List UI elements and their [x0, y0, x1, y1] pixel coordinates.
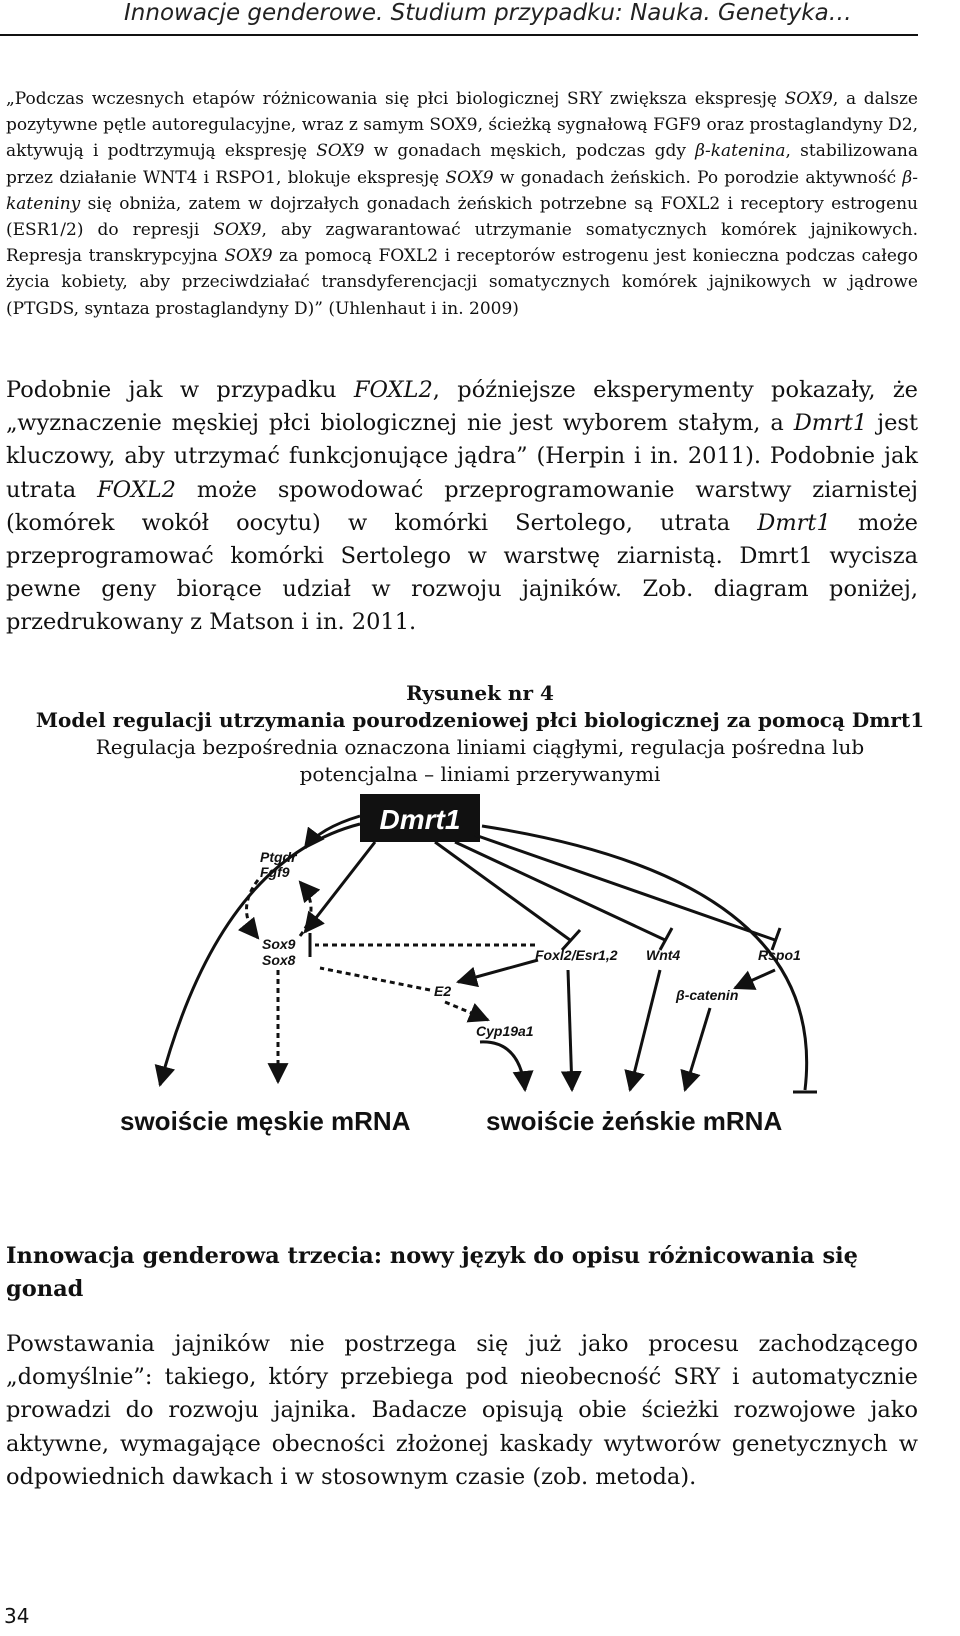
arrow-bcat-female [685, 1008, 710, 1090]
quote-italic: SOX9 [445, 167, 494, 188]
section-heading: Innowacja genderowa trzecia: nowy język do opisu różnicowania się gonad [6, 1243, 858, 1302]
quote-italic: SOX9 [224, 246, 273, 267]
figure-caption [0, 680, 960, 788]
figure-number: Rysunek nr 4 [406, 681, 554, 705]
para-text: , późniejsze eksperymenty pokazały, że „wyznaczenie męskiej płci biologicznej nie jest wyborem stałym, a [6, 377, 918, 437]
inhibit-dmrt1-foxl2 [435, 842, 570, 940]
figure-title: Model regulacji utrzymania pourodzeniowej płci biologicznej za pomocą Dmrt1 [35, 708, 925, 732]
quote-italic: β-kateniny [6, 167, 918, 214]
para-italic: Dmrt1 [757, 509, 831, 536]
quote-italic: SOX9 [784, 89, 833, 109]
fgf9-label: Fgf9 [260, 864, 290, 880]
dashed-e2-sox9 [320, 968, 430, 990]
cyp19a1-label: Cyp19a1 [476, 1023, 534, 1039]
body-paragraph-1 [6, 374, 918, 640]
dashed-e2-cyp19a1 [445, 1002, 488, 1020]
para-text: może przeprogramować komórki Sertolego w warstwę ziarnistą. Dmrt1 wycisza pewne geny biorące udział w rozwoju jajników. Zob. diagram poniżej, przedrukowany z Matson i in. 2011. [6, 509, 918, 636]
quote-text: , stabilizowana przez działanie WNT4 i RSPO1, blokuje ekspresję [6, 141, 918, 188]
quote-text: za pomocą FOXL2 i receptorów estrogenu jest konieczna podczas całego życia kobiety, aby przeciwdziałać transdyferencjacji somatycznych komórek jajnikowych w jądrowe (PTGDS, syntaza prostaglandyny D)” (Uhlenhaut i in. 2009) [6, 246, 918, 319]
arrow-dmrt1-sox9 [305, 842, 375, 932]
para-text: może spowodować przeprogramowanie warstwy ziarnistej (komórek wokół oocytu) w komórki Sertolego, utrata [6, 476, 918, 536]
dmrt1-label: Dmrt1 [379, 804, 461, 835]
bcatenin-label: β-catenin [676, 987, 739, 1003]
para-italic: Dmrt1 [793, 410, 868, 437]
body-paragraph-2: Powstawania jajników nie postrzega się już jako procesu zachodzącego „domyślnie”: takiego, który przebiega pod nieobecność SRY i automatycznie prowadzi do rozwoju jajnika. Badacze opisują obie ścieżki rozwojowe jako aktywne, wymagające obecności złożonej kaskady wytworów genetycznych w odpowiednich dawkach i w stosownym czasie (zob. metoda). [6, 1331, 918, 1490]
foxl2-label: Foxl2/Esr1,2 [535, 947, 618, 963]
sox8-label: Sox8 [262, 952, 296, 968]
quote-italic: SOX9 [213, 220, 262, 241]
para-italic: FOXL2 [97, 476, 176, 503]
figure-caption-line-2: potencjalna – liniami przerywanymi [299, 762, 661, 786]
figure-caption-line-1: Regulacja bezpośrednia oznaczona liniami ciągłymi, regulacja pośredna lub [95, 735, 865, 759]
quote-text: w gonadach męskich, podczas gdy [364, 141, 696, 162]
arrow-cyp19a1-female [480, 1042, 525, 1090]
dmrt1-regulation-diagram [110, 804, 840, 1150]
quote-italic: SOX9 [316, 141, 365, 162]
para-italic: FOXL2 [353, 377, 433, 403]
arrow-rspo1-bcat [735, 970, 775, 988]
rspo1-label: Rspo1 [758, 947, 801, 963]
inhibit-dmrt1-rspo1 [475, 835, 775, 940]
sox9-label: Sox9 [262, 936, 296, 952]
page-number: 34 [4, 1604, 30, 1628]
quote-text: w gonadach żeńskich. Po porodzie aktywność [493, 167, 903, 188]
para-text: Podobnie jak w przypadku [6, 377, 354, 403]
quote-text: , aby zagwarantować utrzymanie somatycznych komórek jajnikowych. Represja transkrypcyjna [6, 220, 919, 267]
quote-text: się obniża, zatem w dojrzałych gonadach żeńskich potrzebne są FOXL2 i receptory estrogenu (ESR1/2) do represji [6, 193, 918, 241]
para-text: jest kluczowy, aby utrzymać funkcjonujące jądra” (Herpin i in. 2011). Podobnie jak utrata [6, 410, 918, 503]
male-mrna-label: swoiście męskie mRNA [120, 1106, 411, 1136]
arrow-foxl2-female [568, 970, 572, 1090]
wnt4-label: Wnt4 [646, 947, 681, 963]
arrow-wnt4-female [630, 970, 660, 1090]
quote-italic: β-katenina [695, 141, 786, 162]
ptgdr-label: Ptgdr [260, 849, 297, 865]
e2-label: E2 [434, 983, 452, 999]
arrow-foxl2-e2 [458, 960, 538, 982]
quote-paragraph [6, 86, 918, 322]
header-title: Innowacje genderowe. Studium przypadku: Nauka. Genetyka… [124, 0, 852, 26]
quote-text: , a dalsze pozytywne pętle autoregulacyjne, wraz z samym SOX9, ścieżką sygnałową FGF9 oraz prostaglandyny D2, aktywują i podtrzymują ekspresję [6, 89, 918, 162]
quote-text: „Podczas wczesnych etapów różnicowania się płci biologicznej SRY zwiększa ekspresję [6, 89, 785, 109]
running-header [0, 0, 918, 36]
female-mrna-label: swoiście żeńskie mRNA [486, 1106, 783, 1136]
